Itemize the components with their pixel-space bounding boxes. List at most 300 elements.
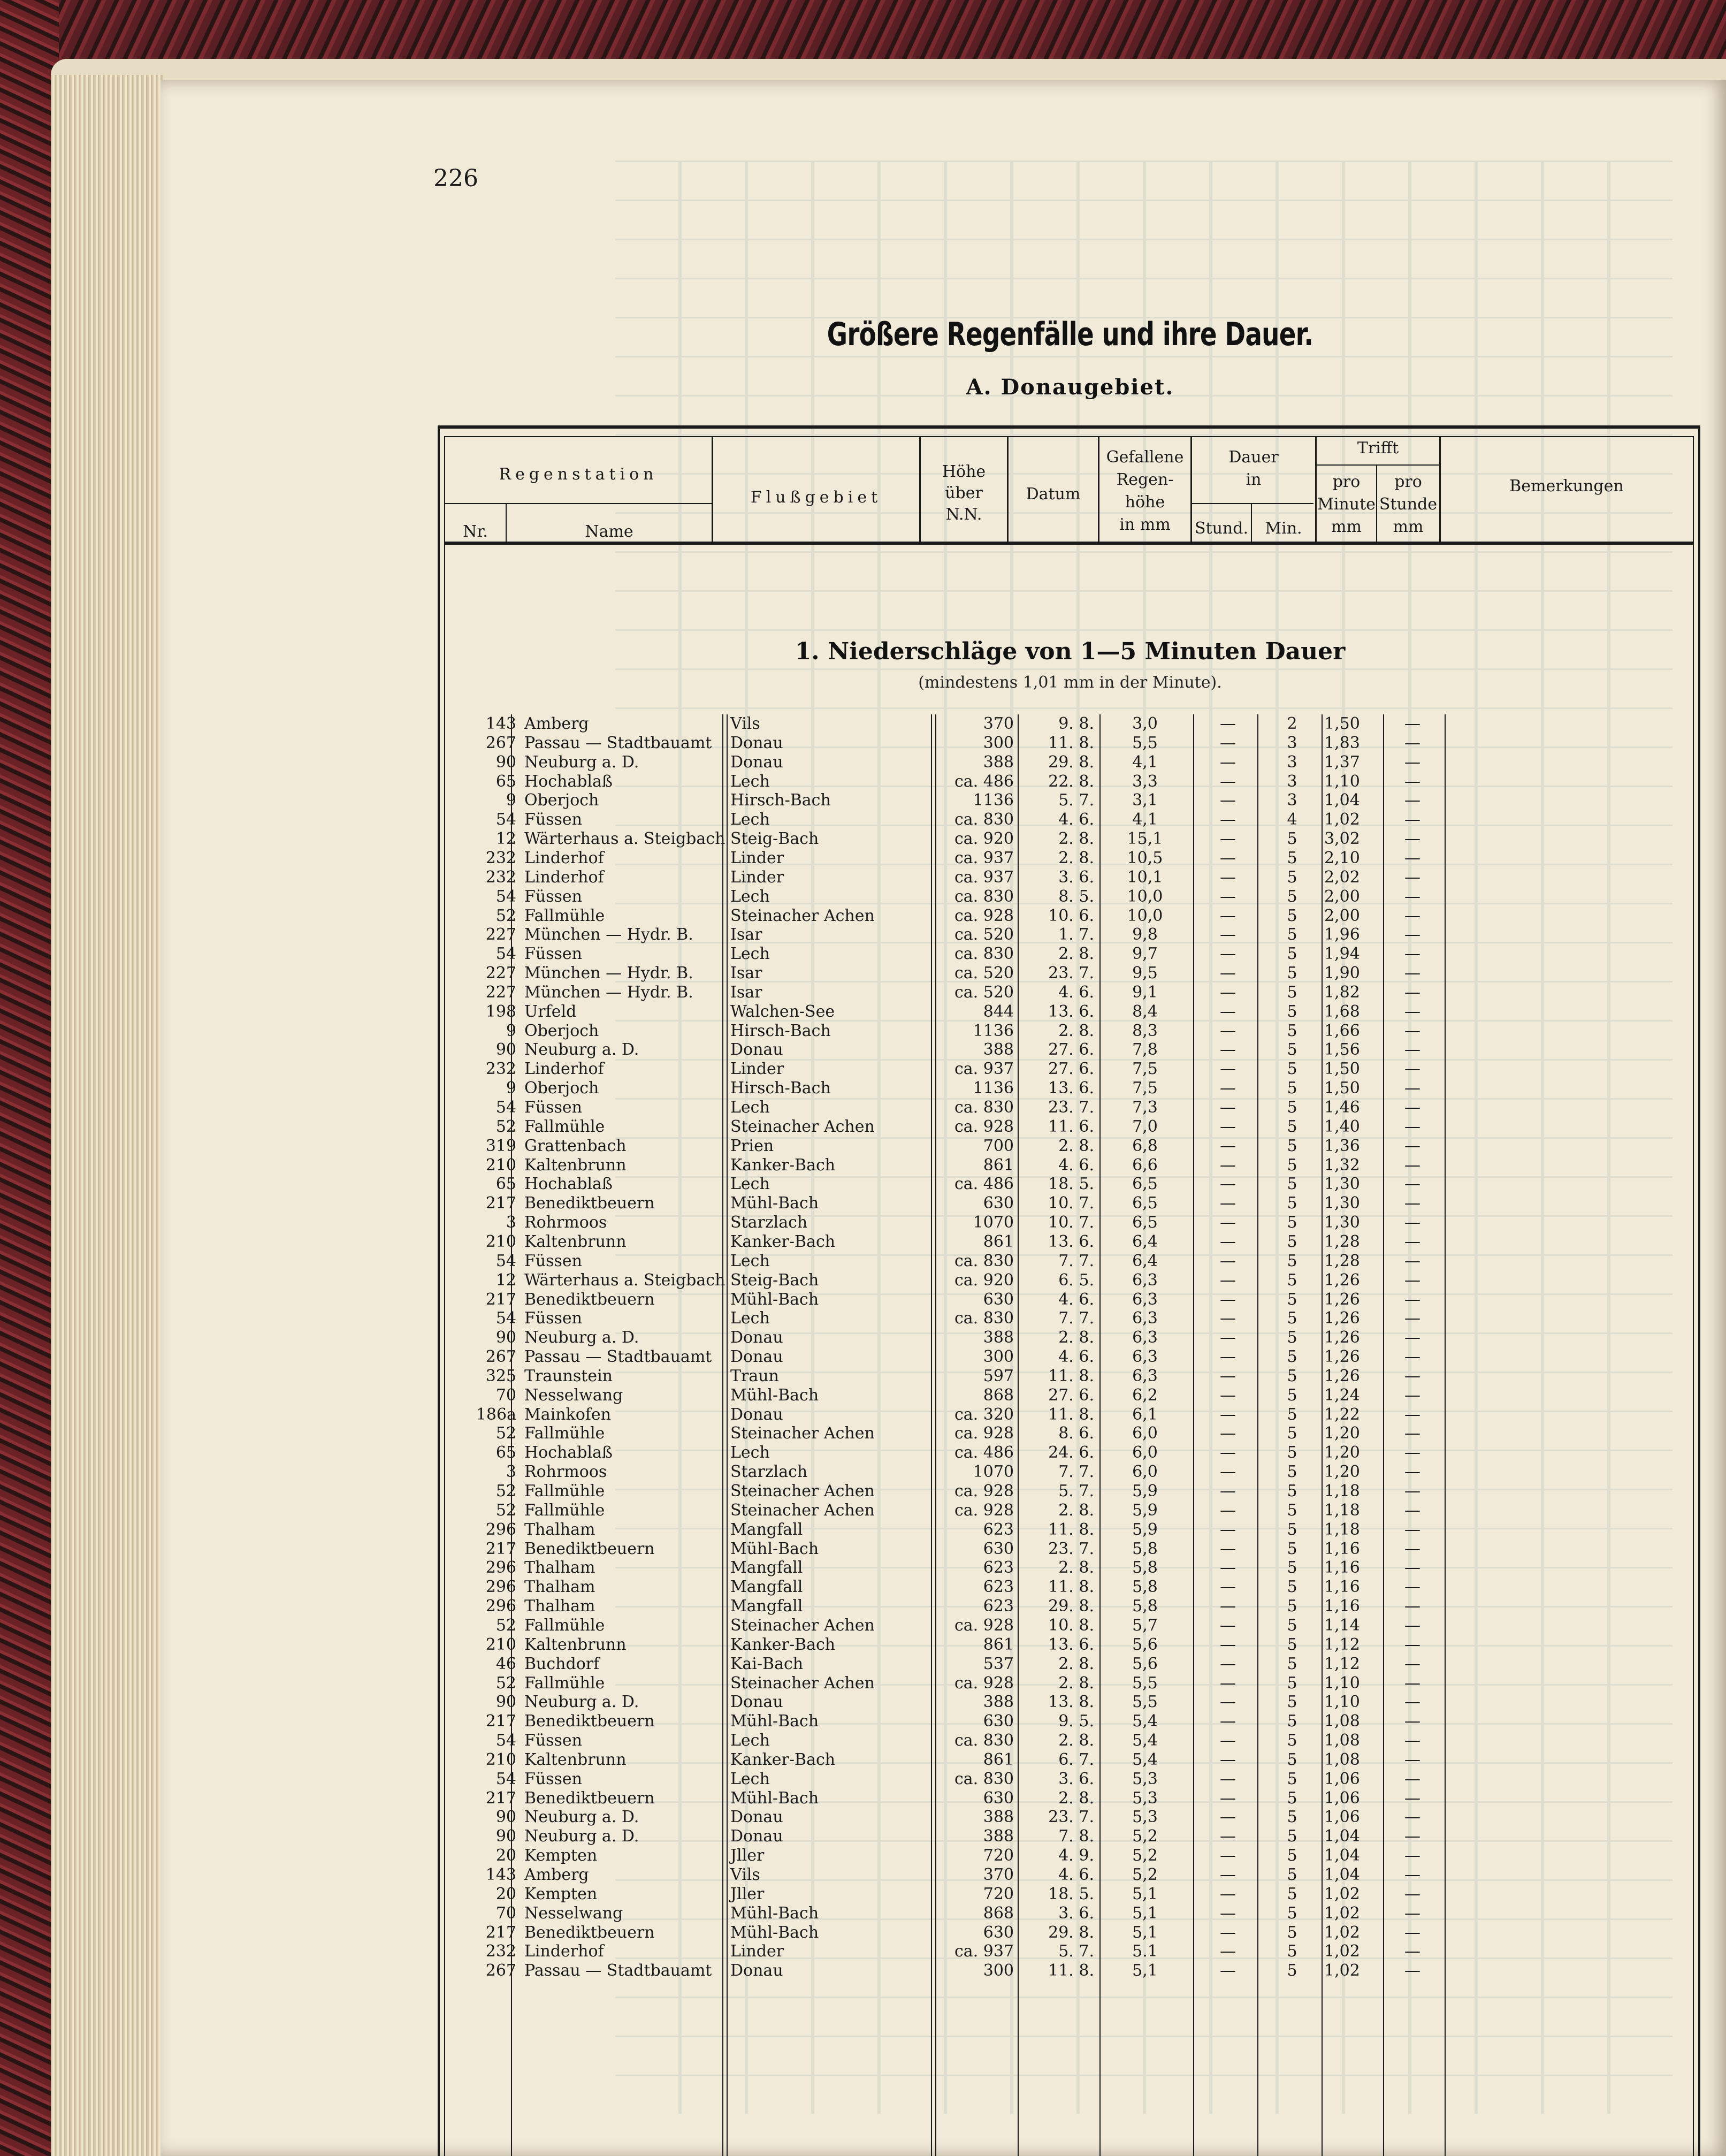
cell-nr: 198 [485, 1002, 516, 1021]
cell-nr: 210 [485, 1232, 516, 1251]
table-row [455, 1501, 1685, 1520]
cell-stund: — [1220, 1021, 1236, 1040]
header-trifft-rule [1316, 464, 1439, 466]
table-row [455, 1674, 1685, 1693]
header-pro-stunde-line: pro [1394, 473, 1422, 491]
table-row [455, 1789, 1685, 1808]
cell-datum: 18. 5. [1048, 1884, 1094, 1903]
cell-fluss: Steinacher Achen [730, 1424, 875, 1443]
cell-min: 5 [1287, 1942, 1297, 1961]
table-row [455, 810, 1685, 829]
cell-fluss: Donau [730, 1827, 783, 1846]
cell-fluss: Mühl-Bach [730, 1788, 819, 1808]
cell-fluss: Hirsch-Bach [730, 791, 831, 810]
cell-nr: 46 [495, 1654, 516, 1673]
table-row [455, 1846, 1685, 1865]
cell-fluss: Hirsch-Bach [730, 1021, 831, 1040]
cell-name: Mainkofen [524, 1405, 611, 1424]
table-row [455, 714, 1685, 734]
cell-min: 5 [1287, 982, 1297, 1002]
cell-regen: 4,1 [1132, 752, 1158, 772]
table-row [455, 1655, 1685, 1674]
table-row [455, 1462, 1685, 1482]
cell-fluss: Donau [730, 1328, 783, 1347]
cell-min: 5 [1287, 829, 1297, 849]
cell-datum: 4. 6. [1058, 1290, 1094, 1309]
cell-stunde: — [1404, 1903, 1420, 1923]
cell-regen: 5,6 [1132, 1654, 1158, 1673]
table-row [455, 1328, 1685, 1347]
cell-fluss: Jller [730, 1884, 765, 1903]
cell-name: Oberjoch [524, 791, 599, 810]
cell-nr: 217 [485, 1194, 516, 1213]
cell-name: Linderhof [524, 867, 604, 887]
cell-stunde: — [1404, 1884, 1420, 1903]
cell-datum: 7. 7. [1058, 1462, 1094, 1482]
cell-fluss: Prien [730, 1136, 774, 1155]
cell-fluss: Lech [730, 772, 770, 791]
cell-datum: 29. 8. [1048, 1597, 1094, 1616]
cell-regen: 4,1 [1132, 810, 1158, 829]
cell-name: Thalham [524, 1520, 595, 1539]
cell-minute: 1,16 [1324, 1597, 1360, 1616]
cell-fluss: Linder [730, 867, 784, 887]
cell-regen: 6,3 [1132, 1347, 1158, 1367]
cell-hoehe: 844 [983, 1002, 1014, 1021]
cell-datum: 4. 6. [1058, 1155, 1094, 1175]
cell-min: 5 [1287, 1616, 1297, 1635]
cell-stunde: — [1404, 1654, 1420, 1673]
cell-stunde: — [1404, 1366, 1420, 1385]
cell-minute: 1,66 [1324, 1021, 1360, 1040]
cell-hoehe: ca. 937 [954, 1060, 1014, 1079]
cell-stund: — [1220, 944, 1236, 964]
cell-stunde: — [1404, 772, 1420, 791]
cell-stund: — [1220, 1040, 1236, 1060]
cell-min: 5 [1287, 1500, 1297, 1520]
cell-datum: 10. 7. [1048, 1213, 1094, 1232]
cell-regen: 5,1 [1132, 1923, 1158, 1942]
cell-datum: 2. 8. [1058, 944, 1094, 964]
cell-regen: 6,5 [1132, 1175, 1158, 1194]
cell-min: 5 [1287, 1405, 1297, 1424]
cell-name: Linderhof [524, 1942, 604, 1961]
cell-nr: 52 [495, 1424, 516, 1443]
cell-min: 5 [1287, 1673, 1297, 1693]
cell-stund: — [1220, 1712, 1236, 1731]
cell-regen: 5,4 [1132, 1731, 1158, 1750]
cell-regen: 5.1 [1132, 1942, 1158, 1961]
cell-name: Rohrmoos [524, 1213, 607, 1232]
table-row [455, 849, 1685, 868]
cell-hoehe: ca. 830 [954, 1251, 1014, 1270]
cell-stunde: — [1404, 1750, 1420, 1769]
cell-nr: 70 [495, 1385, 516, 1405]
cell-regen: 6,3 [1132, 1290, 1158, 1309]
cell-nr: 52 [495, 1500, 516, 1520]
cell-minute: 1,04 [1324, 1827, 1360, 1846]
cell-stund: — [1220, 1597, 1236, 1616]
cell-datum: 13. 6. [1048, 1232, 1094, 1251]
cell-regen: 5,8 [1132, 1597, 1158, 1616]
cell-name: Traunstein [524, 1366, 613, 1385]
cell-fluss: Donau [730, 1405, 783, 1424]
cell-fluss: Isar [730, 925, 762, 944]
cell-datum: 2. 8. [1058, 848, 1094, 867]
table-row [455, 1137, 1685, 1156]
cell-datum: 11. 8. [1048, 1578, 1094, 1597]
cell-stund: — [1220, 1693, 1236, 1712]
cell-hoehe: ca. 830 [954, 1769, 1014, 1788]
cell-minute: 1,06 [1324, 1769, 1360, 1788]
cell-nr: 3 [506, 1462, 516, 1482]
cell-minute: 1,50 [1324, 1079, 1360, 1098]
cell-name: Füssen [524, 887, 583, 906]
cell-stunde: — [1404, 1136, 1420, 1155]
cell-datum: 24. 6. [1048, 1443, 1094, 1462]
cell-regen: 6,5 [1132, 1194, 1158, 1213]
cell-hoehe: 300 [983, 1961, 1014, 1980]
cell-regen: 15,1 [1127, 829, 1163, 849]
cell-min: 5 [1287, 1002, 1297, 1021]
header-regenstation: Regenstation [499, 465, 658, 484]
cell-datum: 11. 6. [1048, 1117, 1094, 1136]
cell-hoehe: 720 [983, 1884, 1014, 1903]
cell-regen: 6,4 [1132, 1251, 1158, 1270]
cell-nr: 54 [495, 1769, 516, 1788]
cell-name: München — Hydr. B. [524, 925, 693, 944]
cell-min: 5 [1287, 1884, 1297, 1903]
cell-datum: 10. 6. [1048, 906, 1094, 925]
cell-regen: 5,3 [1132, 1808, 1158, 1827]
cell-minute: 1,50 [1324, 714, 1360, 733]
cell-regen: 5,9 [1132, 1500, 1158, 1520]
cell-hoehe: 720 [983, 1846, 1014, 1865]
cell-nr: 9 [506, 791, 516, 810]
cell-hoehe: 623 [983, 1558, 1014, 1578]
cell-regen: 7,0 [1132, 1117, 1158, 1136]
cell-hoehe: 868 [983, 1385, 1014, 1405]
cell-minute: 1,18 [1324, 1520, 1360, 1539]
cell-minute: 1,37 [1324, 752, 1360, 772]
cell-stunde: — [1404, 1175, 1420, 1194]
table-row [455, 1961, 1685, 1980]
table-row [455, 1175, 1685, 1194]
cell-stund: — [1220, 1424, 1236, 1443]
cell-name: Urfeld [524, 1002, 577, 1021]
cell-min: 5 [1287, 1482, 1297, 1500]
cell-stunde: — [1404, 829, 1420, 849]
cell-datum: 7. 7. [1058, 1309, 1094, 1328]
cell-hoehe: 623 [983, 1597, 1014, 1616]
cell-name: Benediktbeuern [524, 1712, 655, 1731]
header-pro-minute [1317, 471, 1376, 538]
cell-stunde: — [1404, 1079, 1420, 1098]
table-row [455, 1405, 1685, 1424]
cell-minute: 1,82 [1324, 982, 1360, 1002]
cell-regen: 6,1 [1132, 1405, 1158, 1424]
cell-minute: 1,26 [1324, 1290, 1360, 1309]
header-gefallene-line: höhe [1125, 493, 1165, 512]
cell-stunde: — [1404, 1923, 1420, 1942]
cell-name: Kaltenbrunn [524, 1232, 627, 1251]
header-trifft: Trifft [1357, 439, 1399, 458]
cell-stund: — [1220, 1673, 1236, 1693]
cell-stunde: — [1404, 1808, 1420, 1827]
cell-minute: 1,14 [1324, 1616, 1360, 1635]
cell-datum: 13. 6. [1048, 1635, 1094, 1654]
cell-datum: 6. 5. [1058, 1270, 1094, 1290]
cell-regen: 10,0 [1127, 887, 1163, 906]
cell-stunde: — [1404, 964, 1420, 983]
cell-nr: 210 [485, 1155, 516, 1175]
table-row [455, 983, 1685, 1002]
table-row [455, 1635, 1685, 1655]
cell-datum: 23. 7. [1048, 1539, 1094, 1558]
cell-datum: 10. 8. [1048, 1616, 1094, 1635]
cell-regen: 9,7 [1132, 944, 1158, 964]
cell-stund: — [1220, 1002, 1236, 1021]
cell-hoehe: 1070 [973, 1462, 1014, 1482]
cell-regen: 5,5 [1132, 733, 1158, 752]
cell-hoehe: 597 [983, 1366, 1014, 1385]
table-row [455, 1885, 1685, 1904]
cell-minute: 1,04 [1324, 791, 1360, 810]
cell-fluss: Mühl-Bach [730, 1923, 819, 1942]
cell-hoehe: 300 [983, 733, 1014, 752]
cell-hoehe: ca. 830 [954, 1309, 1014, 1328]
cell-regen: 5,3 [1132, 1788, 1158, 1808]
cell-minute: 1,28 [1324, 1232, 1360, 1251]
cell-stunde: — [1404, 1635, 1420, 1654]
cell-min: 5 [1287, 1865, 1297, 1884]
cell-min: 5 [1287, 1903, 1297, 1923]
cell-regen: 5,5 [1132, 1673, 1158, 1693]
cell-nr: 296 [485, 1558, 516, 1578]
cell-stund: — [1220, 1616, 1236, 1635]
cell-nr: 9 [506, 1021, 516, 1040]
header-pro-minute-line: pro [1332, 473, 1361, 491]
cell-minute: 1,04 [1324, 1846, 1360, 1865]
cell-nr: 232 [485, 867, 516, 887]
cell-stunde: — [1404, 1520, 1420, 1539]
cell-datum: 5. 7. [1058, 1482, 1094, 1500]
cell-regen: 10,5 [1127, 848, 1163, 867]
cell-name: Benediktbeuern [524, 1539, 655, 1558]
cell-minute: 1,96 [1324, 925, 1360, 944]
cell-nr: 90 [495, 752, 516, 772]
header-dauer [1192, 446, 1315, 491]
cell-fluss: Isar [730, 964, 762, 983]
page-number: 226 [433, 165, 478, 192]
table-row [455, 1693, 1685, 1712]
cell-datum: 4. 6. [1058, 1865, 1094, 1884]
table-row [455, 734, 1685, 753]
cell-minute: 1,18 [1324, 1482, 1360, 1500]
cell-nr: 186a [476, 1405, 516, 1424]
table-row [455, 791, 1685, 810]
cell-hoehe: ca. 830 [954, 1731, 1014, 1750]
cell-minute: 1,02 [1324, 1884, 1360, 1903]
cell-name: Thalham [524, 1578, 595, 1597]
cell-stund: — [1220, 906, 1236, 925]
cell-minute: 1,30 [1324, 1175, 1360, 1194]
cell-fluss: Mangfall [730, 1578, 803, 1597]
cell-regen: 5,1 [1132, 1903, 1158, 1923]
table-row [455, 1022, 1685, 1041]
cell-hoehe: 1136 [973, 1021, 1014, 1040]
book-cover-left [0, 0, 59, 2156]
cell-regen: 5,1 [1132, 1961, 1158, 1980]
cell-stund: — [1220, 1654, 1236, 1673]
cell-nr: 217 [485, 1788, 516, 1808]
cell-hoehe: 1136 [973, 791, 1014, 810]
cell-stunde: — [1404, 1117, 1420, 1136]
cell-min: 5 [1287, 1654, 1297, 1673]
cell-stund: — [1220, 848, 1236, 867]
cell-name: Neuburg a. D. [524, 1827, 639, 1846]
cell-stund: — [1220, 772, 1236, 791]
cell-name: Füssen [524, 810, 583, 829]
cell-min: 5 [1287, 1347, 1297, 1367]
cell-min: 4 [1287, 810, 1297, 829]
cell-fluss: Lech [730, 1251, 770, 1270]
header-stund: Stund. [1195, 519, 1248, 538]
cell-stund: — [1220, 1405, 1236, 1424]
cell-min: 5 [1287, 1769, 1297, 1788]
cell-stunde: — [1404, 1405, 1420, 1424]
cell-hoehe: 700 [983, 1136, 1014, 1155]
cell-min: 5 [1287, 1788, 1297, 1808]
cell-hoehe: 630 [983, 1539, 1014, 1558]
cell-datum: 7. 7. [1058, 1251, 1094, 1270]
cell-hoehe: 623 [983, 1578, 1014, 1597]
cell-fluss: Kanker-Bach [730, 1232, 836, 1251]
table-row [455, 772, 1685, 791]
table-row [455, 1060, 1685, 1079]
cell-nr: 20 [495, 1884, 516, 1903]
cell-hoehe: 300 [983, 1347, 1014, 1367]
cell-min: 5 [1287, 1079, 1297, 1098]
cell-minute: 1,02 [1324, 1903, 1360, 1923]
cell-fluss: Steinacher Achen [730, 1117, 875, 1136]
cell-datum: 6. 7. [1058, 1750, 1094, 1769]
cell-stund: — [1220, 1578, 1236, 1597]
cell-stund: — [1220, 791, 1236, 810]
cell-min: 5 [1287, 925, 1297, 944]
table-row [455, 1942, 1685, 1961]
cell-name: Nesselwang [524, 1903, 623, 1923]
cell-regen: 9,5 [1132, 964, 1158, 983]
cell-stund: — [1220, 1443, 1236, 1462]
cell-minute: 1,18 [1324, 1500, 1360, 1520]
cell-stund: — [1220, 1328, 1236, 1347]
cell-hoehe: ca. 486 [954, 1175, 1014, 1194]
cell-fluss: Steinacher Achen [730, 1482, 875, 1500]
cell-stunde: — [1404, 944, 1420, 964]
cell-datum: 7. 8. [1058, 1827, 1094, 1846]
cell-datum: 10. 7. [1048, 1194, 1094, 1213]
cell-stunde: — [1404, 1098, 1420, 1117]
cell-datum: 13. 6. [1048, 1079, 1094, 1098]
cell-nr: 296 [485, 1597, 516, 1616]
cell-stund: — [1220, 1884, 1236, 1903]
cell-min: 5 [1287, 1578, 1297, 1597]
cell-datum: 18. 5. [1048, 1175, 1094, 1194]
cell-hoehe: 630 [983, 1290, 1014, 1309]
cell-nr: 227 [485, 964, 516, 983]
cell-regen: 9,1 [1132, 982, 1158, 1002]
header-hoehe-line: N.N. [945, 505, 982, 524]
cell-fluss: Mühl-Bach [730, 1194, 819, 1213]
header-pro-stunde [1377, 471, 1439, 538]
table-row [455, 1558, 1685, 1578]
cell-nr: 217 [485, 1290, 516, 1309]
header-gefallene-line: Regen- [1116, 470, 1174, 489]
cell-stund: — [1220, 752, 1236, 772]
cell-datum: 5. 7. [1058, 791, 1094, 810]
cell-hoehe: 1070 [973, 1213, 1014, 1232]
cell-fluss: Lech [730, 1098, 770, 1117]
table-row [455, 1443, 1685, 1462]
header-bemerkungen: Bemerkungen [1509, 477, 1624, 496]
cell-name: Kaltenbrunn [524, 1635, 627, 1654]
cell-hoehe: ca. 937 [954, 848, 1014, 867]
cell-nr: 54 [495, 944, 516, 964]
table-row [455, 1367, 1685, 1386]
cell-datum: 27. 6. [1048, 1040, 1094, 1060]
cell-fluss: Donau [730, 752, 783, 772]
cell-minute: 1,10 [1324, 772, 1360, 791]
cell-stund: — [1220, 733, 1236, 752]
cell-regen: 3,3 [1132, 772, 1158, 791]
cell-nr: 232 [485, 848, 516, 867]
cell-stunde: — [1404, 1539, 1420, 1558]
cell-hoehe: 1136 [973, 1079, 1014, 1098]
cell-name: Oberjoch [524, 1021, 599, 1040]
table-row [455, 1750, 1685, 1770]
table-row [455, 1386, 1685, 1405]
cell-stund: — [1220, 1290, 1236, 1309]
cell-stund: — [1220, 867, 1236, 887]
cell-name: Grattenbach [524, 1136, 627, 1155]
cell-fluss: Kanker-Bach [730, 1155, 836, 1175]
cell-name: Benediktbeuern [524, 1194, 655, 1213]
cell-min: 5 [1287, 1424, 1297, 1443]
cell-datum: 2. 8. [1058, 1654, 1094, 1673]
cell-regen: 5,7 [1132, 1616, 1158, 1635]
cell-regen: 5,8 [1132, 1558, 1158, 1578]
cell-stund: — [1220, 925, 1236, 944]
cell-stund: — [1220, 1060, 1236, 1079]
cell-fluss: Vils [730, 1865, 760, 1884]
cell-minute: 2,00 [1324, 906, 1360, 925]
cell-stunde: — [1404, 1424, 1420, 1443]
cell-name: Hochablaß [524, 1443, 613, 1462]
cell-regen: 7,8 [1132, 1040, 1158, 1060]
cell-nr: 54 [495, 1309, 516, 1328]
cell-min: 5 [1287, 1270, 1297, 1290]
header-hoehe [921, 461, 1007, 525]
cell-hoehe: ca. 928 [954, 1616, 1014, 1635]
cell-stund: — [1220, 1117, 1236, 1136]
cell-stunde: — [1404, 1213, 1420, 1232]
header-gefallene-line: Gefallene [1106, 448, 1184, 467]
cell-fluss: Steinacher Achen [730, 1500, 875, 1520]
cell-datum: 2. 8. [1058, 1731, 1094, 1750]
cell-datum: 27. 6. [1048, 1385, 1094, 1405]
cell-datum: 23. 7. [1048, 1808, 1094, 1827]
